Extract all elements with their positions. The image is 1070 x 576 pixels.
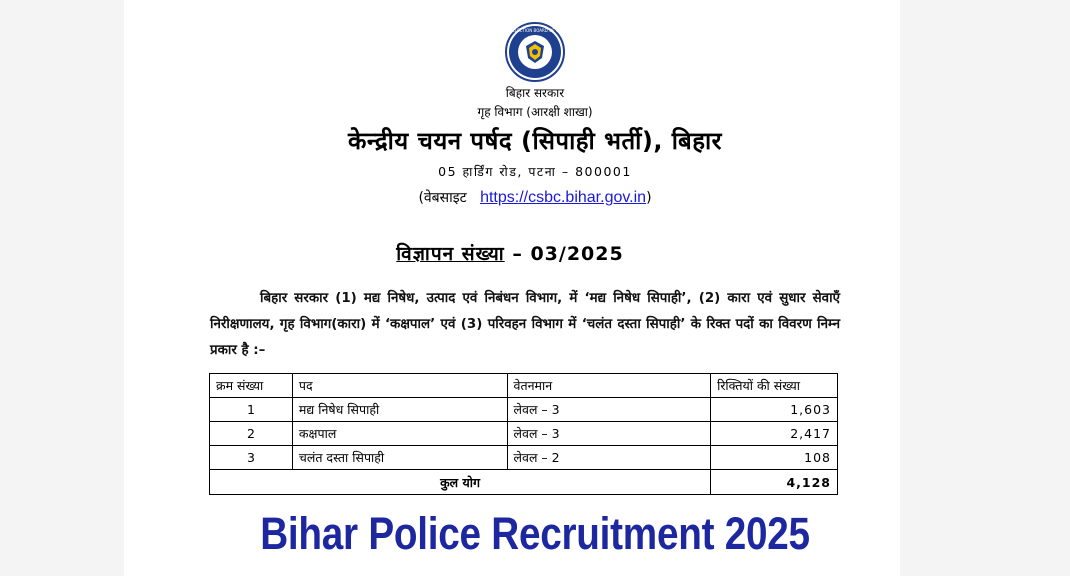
board-title: केन्द्रीय चयन पर्षद (सिपाही भर्ती), बिहार <box>348 127 722 155</box>
total-value: 4,128 <box>711 470 838 495</box>
row-post: कक्षपाल <box>292 422 507 446</box>
office-address: 05 हार्डिंग रोड, पटना – 800001 <box>438 164 632 179</box>
row-pay-scale: लेवल – 3 <box>507 398 711 422</box>
website-close: ) <box>646 190 652 206</box>
row-serial: 2 <box>210 422 293 446</box>
row-serial: 3 <box>210 446 293 470</box>
total-label: कुल योग <box>210 470 711 495</box>
header-pay-scale: वेतनमान <box>507 374 711 398</box>
department-name: गृह विभाग (आरक्षी शाखा) <box>477 105 593 119</box>
row-vacancies: 1,603 <box>711 398 838 422</box>
row-post: चलंत दस्ता सिपाही <box>292 446 507 470</box>
website-row <box>0 188 1070 207</box>
website-link[interactable]: https://csbc.bihar.gov.in <box>480 189 647 206</box>
advertisement-label: विज्ञापन संख्या <box>396 243 505 265</box>
government-name: बिहार सरकार <box>505 86 565 100</box>
table-total-row <box>210 470 838 495</box>
row-post: मद्य निषेध सिपाही <box>292 398 507 422</box>
intro-paragraph: बिहार सरकार (1) मद्य निषेध, उत्पाद एवं निबंधन विभाग, में ‘मद्य निषेध सिपाही’, (2) कारा एवं सुधार सेवाएँ निरीक्षणालय, गृह विभाग(कारा) में ‘कक्षपाल’ एवं (3) परिवहन विभाग में ‘चलंत दस्ता सिपाही’ के रिक्त पदों का विवरण निम्न प्रकार है :– <box>210 291 840 358</box>
row-vacancies: 108 <box>711 446 838 470</box>
advertisement-number <box>0 240 1020 266</box>
row-serial: 1 <box>210 398 293 422</box>
website-label: (वेबसाइट <box>418 190 467 206</box>
table-row <box>210 398 838 422</box>
vacancy-table <box>209 373 838 495</box>
row-pay-scale: लेवल – 3 <box>507 422 711 446</box>
header-post: पद <box>292 374 507 398</box>
emblem-text: CENTRAL SELECTION BOARD OF CONSTABLE <box>490 28 580 33</box>
headline-banner: Bihar Police Recruitment 2025 <box>260 508 810 559</box>
csbc-emblem-icon <box>490 22 580 82</box>
table-row <box>210 422 838 446</box>
row-vacancies: 2,417 <box>711 422 838 446</box>
advertisement-value: – 03/2025 <box>512 243 624 265</box>
table-header-row <box>210 374 838 398</box>
table-row <box>210 446 838 470</box>
header-vacancies: रिक्तियों की संख्या <box>711 374 838 398</box>
header-serial: क्रम संख्या <box>210 374 293 398</box>
row-pay-scale: लेवल – 2 <box>507 446 711 470</box>
